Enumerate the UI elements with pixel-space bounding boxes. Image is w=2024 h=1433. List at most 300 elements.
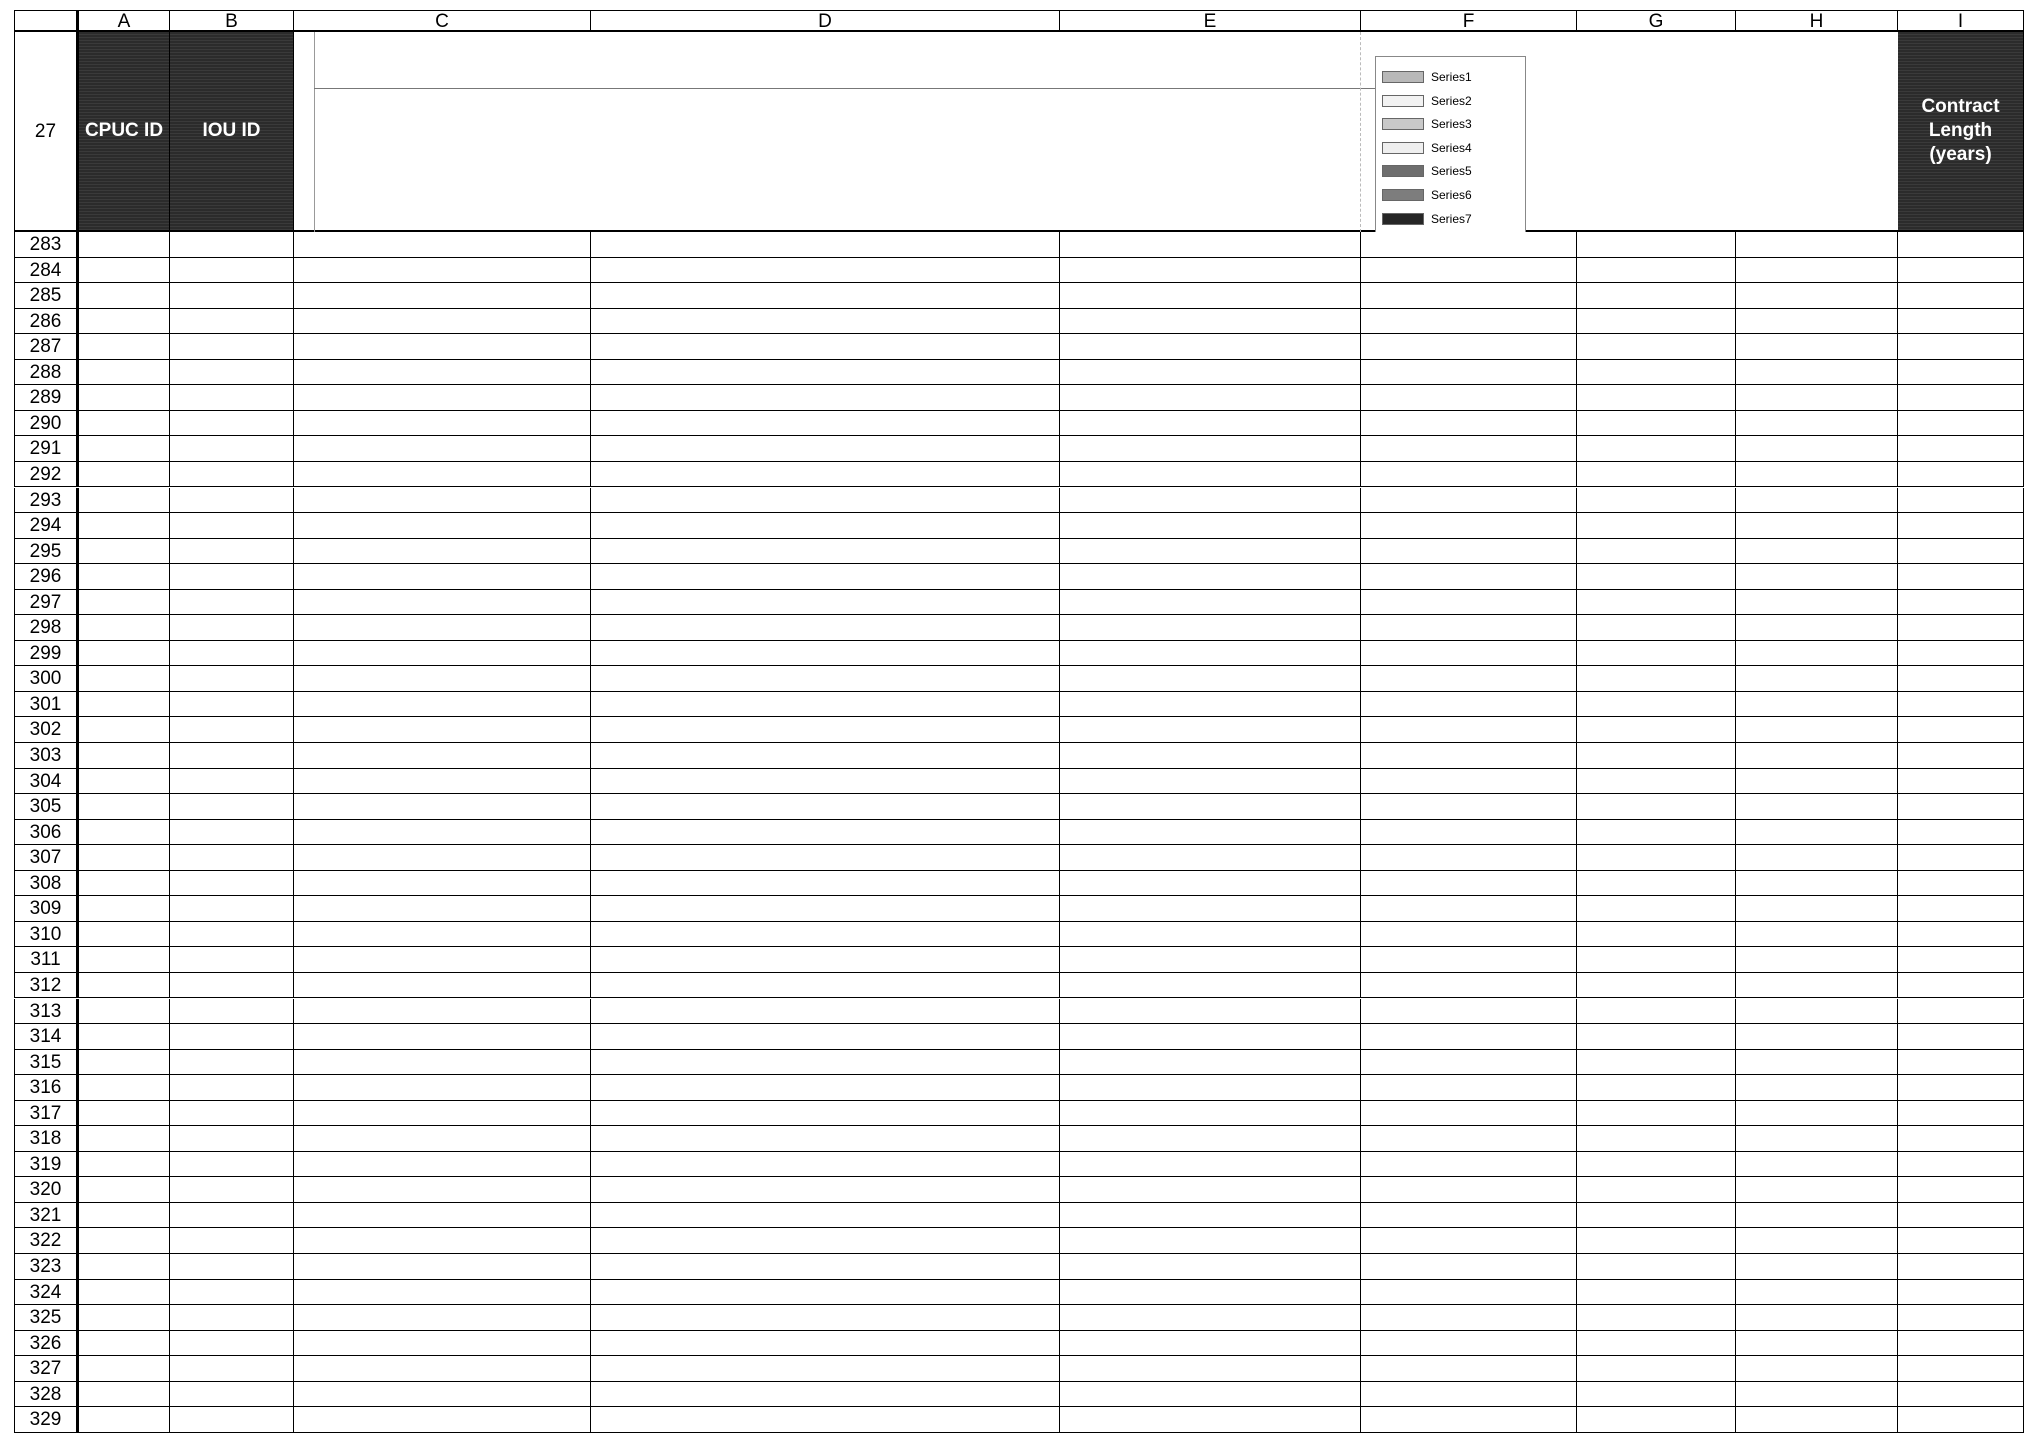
grid-cell[interactable] (591, 462, 1060, 488)
grid-cell[interactable] (1736, 360, 1898, 386)
column-header-c[interactable]: C (294, 10, 591, 32)
grid-cell[interactable] (1577, 1305, 1736, 1331)
grid-cell[interactable] (170, 488, 294, 514)
grid-cell[interactable] (294, 334, 591, 360)
grid-cell[interactable] (1060, 232, 1361, 258)
grid-cell[interactable] (1736, 258, 1898, 284)
grid-cell[interactable] (1736, 1254, 1898, 1280)
column-header-e[interactable]: E (1060, 10, 1361, 32)
grid-cell[interactable] (1736, 717, 1898, 743)
grid-cell[interactable] (591, 666, 1060, 692)
grid-cell[interactable] (1060, 1075, 1361, 1101)
grid-cell[interactable] (1361, 590, 1577, 616)
grid-cell[interactable] (1577, 922, 1736, 948)
row-header-323[interactable]: 323 (14, 1254, 79, 1280)
grid-cell[interactable] (1361, 1382, 1577, 1408)
grid-cell[interactable] (1736, 922, 1898, 948)
grid-cell[interactable] (591, 820, 1060, 846)
grid-cell[interactable] (170, 947, 294, 973)
grid-cell[interactable] (170, 692, 294, 718)
grid-cell[interactable] (1577, 973, 1736, 999)
grid-cell[interactable] (1898, 743, 2024, 769)
grid-cell[interactable] (294, 1407, 591, 1433)
grid-cell[interactable] (1361, 999, 1577, 1025)
grid-cell[interactable] (1898, 1024, 2024, 1050)
row-header-291[interactable]: 291 (14, 436, 79, 462)
grid-cell[interactable] (1577, 743, 1736, 769)
grid-cell[interactable] (591, 896, 1060, 922)
grid-cell[interactable] (1577, 1356, 1736, 1382)
grid-cell[interactable] (1361, 1407, 1577, 1433)
grid-cell[interactable] (1736, 1280, 1898, 1306)
grid-cell[interactable] (1736, 590, 1898, 616)
grid-cell[interactable] (1898, 564, 2024, 590)
grid-cell[interactable] (1577, 1228, 1736, 1254)
grid-cell[interactable] (79, 462, 170, 488)
grid-cell[interactable] (294, 360, 591, 386)
grid-cell[interactable] (591, 641, 1060, 667)
grid-cell[interactable] (170, 1228, 294, 1254)
grid-cell[interactable] (1060, 1126, 1361, 1152)
grid-cell[interactable] (1736, 1331, 1898, 1357)
row-header-288[interactable]: 288 (14, 360, 79, 386)
grid-cell[interactable] (1736, 539, 1898, 565)
iou-id-header[interactable]: IOU ID (170, 32, 294, 232)
grid-cell[interactable] (1736, 1050, 1898, 1076)
grid-cell[interactable] (170, 513, 294, 539)
select-all-corner[interactable] (14, 10, 79, 32)
grid-cell[interactable] (1060, 564, 1361, 590)
grid-cell[interactable] (1361, 283, 1577, 309)
grid-cell[interactable] (294, 794, 591, 820)
grid-cell[interactable] (170, 896, 294, 922)
row-header-325[interactable]: 325 (14, 1305, 79, 1331)
grid-cell[interactable] (1361, 1203, 1577, 1229)
grid-cell[interactable] (1577, 334, 1736, 360)
grid-cell[interactable] (1361, 1254, 1577, 1280)
grid-cell[interactable] (1736, 309, 1898, 335)
grid-cell[interactable] (1898, 1177, 2024, 1203)
grid-cell[interactable] (79, 666, 170, 692)
grid-cell[interactable] (1577, 1407, 1736, 1433)
grid-cell[interactable] (1898, 462, 2024, 488)
grid-cell[interactable] (1060, 1407, 1361, 1433)
grid-cell[interactable] (79, 309, 170, 335)
grid-cell[interactable] (591, 1280, 1060, 1306)
grid-cell[interactable] (1736, 1228, 1898, 1254)
grid-cell[interactable] (79, 845, 170, 871)
grid-cell[interactable] (1361, 794, 1577, 820)
row-header-318[interactable]: 318 (14, 1126, 79, 1152)
grid-cell[interactable] (1898, 896, 2024, 922)
grid-cell[interactable] (170, 1024, 294, 1050)
grid-cell[interactable] (1060, 922, 1361, 948)
grid-cell[interactable] (591, 513, 1060, 539)
grid-cell[interactable] (294, 1331, 591, 1357)
row-header-297[interactable]: 297 (14, 590, 79, 616)
grid-cell[interactable] (170, 1101, 294, 1127)
column-header-g[interactable]: G (1577, 10, 1736, 32)
grid-cell[interactable] (1736, 385, 1898, 411)
grid-cell[interactable] (79, 896, 170, 922)
grid-cell[interactable] (170, 258, 294, 284)
grid-cell[interactable] (79, 232, 170, 258)
grid-cell[interactable] (1898, 488, 2024, 514)
grid-cell[interactable] (79, 1152, 170, 1178)
grid-cell[interactable] (1577, 871, 1736, 897)
row-header-319[interactable]: 319 (14, 1152, 79, 1178)
row-header-327[interactable]: 327 (14, 1356, 79, 1382)
grid-cell[interactable] (294, 309, 591, 335)
grid-cell[interactable] (1060, 283, 1361, 309)
grid-cell[interactable] (79, 999, 170, 1025)
grid-cell[interactable] (1361, 411, 1577, 437)
grid-cell[interactable] (1898, 590, 2024, 616)
grid-cell[interactable] (1898, 513, 2024, 539)
grid-cell[interactable] (79, 922, 170, 948)
grid-cell[interactable] (170, 615, 294, 641)
grid-cell[interactable] (1060, 641, 1361, 667)
grid-cell[interactable] (1736, 743, 1898, 769)
grid-cell[interactable] (294, 590, 591, 616)
grid-cell[interactable] (1736, 488, 1898, 514)
row-header-320[interactable]: 320 (14, 1177, 79, 1203)
grid-cell[interactable] (1361, 692, 1577, 718)
grid-cell[interactable] (1060, 692, 1361, 718)
grid-cell[interactable] (170, 1407, 294, 1433)
grid-cell[interactable] (1577, 232, 1736, 258)
grid-cell[interactable] (591, 1152, 1060, 1178)
grid-cell[interactable] (591, 1177, 1060, 1203)
grid-cell[interactable] (1060, 360, 1361, 386)
grid-cell[interactable] (79, 615, 170, 641)
grid-cell[interactable] (170, 436, 294, 462)
grid-cell[interactable] (170, 1382, 294, 1408)
column-header-f[interactable]: F (1361, 10, 1577, 32)
grid-cell[interactable] (170, 1356, 294, 1382)
grid-cell[interactable] (1577, 845, 1736, 871)
grid-cell[interactable] (1736, 794, 1898, 820)
grid-cell[interactable] (1060, 1305, 1361, 1331)
grid-cell[interactable] (1361, 1331, 1577, 1357)
grid-cell[interactable] (1060, 590, 1361, 616)
grid-cell[interactable] (79, 1305, 170, 1331)
grid-cell[interactable] (591, 258, 1060, 284)
row-header-307[interactable]: 307 (14, 845, 79, 871)
grid-cell[interactable] (1577, 641, 1736, 667)
grid-cell[interactable] (1898, 1101, 2024, 1127)
grid-cell[interactable] (1577, 1126, 1736, 1152)
grid-cell[interactable] (591, 845, 1060, 871)
grid-cell[interactable] (79, 1407, 170, 1433)
grid-cell[interactable] (1736, 1356, 1898, 1382)
grid-cell[interactable] (591, 717, 1060, 743)
grid-cell[interactable] (1736, 1126, 1898, 1152)
grid-cell[interactable] (294, 666, 591, 692)
grid-cell[interactable] (1361, 334, 1577, 360)
grid-cell[interactable] (170, 666, 294, 692)
grid-cell[interactable] (1898, 666, 2024, 692)
grid-cell[interactable] (1577, 999, 1736, 1025)
grid-cell[interactable] (79, 1254, 170, 1280)
grid-cell[interactable] (1361, 641, 1577, 667)
grid-cell[interactable] (1736, 1407, 1898, 1433)
grid-cell[interactable] (294, 1382, 591, 1408)
chart-legend[interactable] (1375, 56, 1526, 232)
grid-cell[interactable] (1577, 513, 1736, 539)
grid-cell[interactable] (1577, 1024, 1736, 1050)
grid-cell[interactable] (1060, 717, 1361, 743)
grid-cell[interactable] (591, 615, 1060, 641)
grid-cell[interactable] (1898, 1228, 2024, 1254)
grid-cell[interactable] (591, 1075, 1060, 1101)
grid-cell[interactable] (294, 999, 591, 1025)
grid-cell[interactable] (170, 360, 294, 386)
column-header-i[interactable]: I (1898, 10, 2024, 32)
row-header-292[interactable]: 292 (14, 462, 79, 488)
grid-cell[interactable] (1361, 820, 1577, 846)
grid-cell[interactable] (1361, 666, 1577, 692)
row-header-314[interactable]: 314 (14, 1024, 79, 1050)
grid-cell[interactable] (1060, 615, 1361, 641)
grid-cell[interactable] (1361, 309, 1577, 335)
grid-cell[interactable] (1736, 513, 1898, 539)
grid-cell[interactable] (79, 385, 170, 411)
grid-cell[interactable] (1736, 411, 1898, 437)
grid-cell[interactable] (1577, 436, 1736, 462)
grid-cell[interactable] (294, 411, 591, 437)
grid-cell[interactable] (294, 871, 591, 897)
row-header-302[interactable]: 302 (14, 717, 79, 743)
grid-cell[interactable] (170, 641, 294, 667)
column-header-b[interactable]: B (170, 10, 294, 32)
grid-cell[interactable] (79, 1101, 170, 1127)
column-header-a[interactable]: A (79, 10, 170, 32)
grid-cell[interactable] (79, 641, 170, 667)
grid-cell[interactable] (1060, 666, 1361, 692)
grid-cell[interactable] (1361, 1305, 1577, 1331)
grid-cell[interactable] (1898, 1152, 2024, 1178)
grid-cell[interactable] (1577, 947, 1736, 973)
grid-cell[interactable] (1577, 1280, 1736, 1306)
row-header-322[interactable]: 322 (14, 1228, 79, 1254)
grid-cell[interactable] (1361, 488, 1577, 514)
grid-cell[interactable] (1361, 232, 1577, 258)
grid-cell[interactable] (1736, 283, 1898, 309)
grid-cell[interactable] (1361, 896, 1577, 922)
grid-cell[interactable] (1060, 794, 1361, 820)
grid-cell[interactable] (1361, 922, 1577, 948)
grid-cell[interactable] (1060, 539, 1361, 565)
grid-cell[interactable] (1577, 564, 1736, 590)
row-header-295[interactable]: 295 (14, 539, 79, 565)
grid-cell[interactable] (1361, 564, 1577, 590)
grid-cell[interactable] (591, 973, 1060, 999)
grid-cell[interactable] (1898, 820, 2024, 846)
grid-cell[interactable] (591, 743, 1060, 769)
grid-cell[interactable] (1361, 1075, 1577, 1101)
grid-cell[interactable] (294, 922, 591, 948)
grid-cell[interactable] (591, 1228, 1060, 1254)
grid-cell[interactable] (1736, 436, 1898, 462)
grid-cell[interactable] (1898, 411, 2024, 437)
grid-cell[interactable] (1577, 820, 1736, 846)
grid-cell[interactable] (1361, 1126, 1577, 1152)
grid-cell[interactable] (294, 1177, 591, 1203)
row-header-311[interactable]: 311 (14, 947, 79, 973)
grid-cell[interactable] (170, 462, 294, 488)
grid-cell[interactable] (79, 1280, 170, 1306)
grid-cell[interactable] (294, 641, 591, 667)
grid-cell[interactable] (79, 564, 170, 590)
grid-cell[interactable] (294, 1280, 591, 1306)
grid-cell[interactable] (591, 488, 1060, 514)
grid-cell[interactable] (591, 947, 1060, 973)
grid-cell[interactable] (1898, 947, 2024, 973)
grid-cell[interactable] (1577, 1152, 1736, 1178)
row-header-284[interactable]: 284 (14, 258, 79, 284)
grid-cell[interactable] (1577, 615, 1736, 641)
grid-cell[interactable] (294, 232, 591, 258)
grid-cell[interactable] (79, 539, 170, 565)
grid-cell[interactable] (170, 999, 294, 1025)
grid-cell[interactable] (591, 590, 1060, 616)
grid-cell[interactable] (591, 999, 1060, 1025)
grid-cell[interactable] (1577, 896, 1736, 922)
grid-cell[interactable] (1736, 334, 1898, 360)
grid-cell[interactable] (79, 717, 170, 743)
grid-cell[interactable] (1060, 1356, 1361, 1382)
grid-cell[interactable] (591, 1407, 1060, 1433)
grid-cell[interactable] (294, 615, 591, 641)
grid-cell[interactable] (1898, 641, 2024, 667)
grid-cell[interactable] (1060, 411, 1361, 437)
grid-cell[interactable] (1577, 1101, 1736, 1127)
grid-cell[interactable] (1898, 232, 2024, 258)
grid-cell[interactable] (1736, 999, 1898, 1025)
grid-cell[interactable] (591, 436, 1060, 462)
grid-cell[interactable] (591, 309, 1060, 335)
grid-cell[interactable] (1060, 488, 1361, 514)
row-header-321[interactable]: 321 (14, 1203, 79, 1229)
grid-cell[interactable] (170, 539, 294, 565)
grid-cell[interactable] (1736, 896, 1898, 922)
grid-cell[interactable] (1736, 1382, 1898, 1408)
grid-cell[interactable] (170, 1203, 294, 1229)
grid-cell[interactable] (591, 360, 1060, 386)
column-header-h[interactable]: H (1736, 10, 1898, 32)
grid-cell[interactable] (1898, 258, 2024, 284)
grid-cell[interactable] (591, 283, 1060, 309)
grid-cell[interactable] (170, 1177, 294, 1203)
grid-cell[interactable] (1736, 462, 1898, 488)
grid-cell[interactable] (1736, 641, 1898, 667)
cpuc-id-header[interactable]: CPUC ID (79, 32, 170, 232)
grid-cell[interactable] (170, 973, 294, 999)
grid-cell[interactable] (1736, 1101, 1898, 1127)
row-header-317[interactable]: 317 (14, 1101, 79, 1127)
grid-cell[interactable] (1736, 1075, 1898, 1101)
row-header-316[interactable]: 316 (14, 1075, 79, 1101)
grid-cell[interactable] (591, 1382, 1060, 1408)
grid-cell[interactable] (1736, 692, 1898, 718)
grid-cell[interactable] (294, 973, 591, 999)
grid-cell[interactable] (79, 769, 170, 795)
grid-cell[interactable] (1361, 717, 1577, 743)
grid-cell[interactable] (79, 590, 170, 616)
grid-cell[interactable] (1898, 283, 2024, 309)
grid-cell[interactable] (170, 334, 294, 360)
grid-cell[interactable] (294, 1305, 591, 1331)
row-header-306[interactable]: 306 (14, 820, 79, 846)
grid-cell[interactable] (170, 1075, 294, 1101)
grid-cell[interactable] (591, 232, 1060, 258)
grid-cell[interactable] (79, 1177, 170, 1203)
grid-cell[interactable] (1361, 436, 1577, 462)
grid-cell[interactable] (170, 1305, 294, 1331)
grid-cell[interactable] (294, 1356, 591, 1382)
row-header-293[interactable]: 293 (14, 488, 79, 514)
grid-cell[interactable] (591, 769, 1060, 795)
grid-cell[interactable] (170, 590, 294, 616)
grid-cell[interactable] (1060, 999, 1361, 1025)
grid-cell[interactable] (79, 1382, 170, 1408)
row-header-328[interactable]: 328 (14, 1382, 79, 1408)
grid-cell[interactable] (1736, 1152, 1898, 1178)
grid-cell[interactable] (79, 411, 170, 437)
grid-cell[interactable] (79, 820, 170, 846)
grid-cell[interactable] (1060, 1382, 1361, 1408)
grid-cell[interactable] (79, 488, 170, 514)
grid-cell[interactable] (1898, 1126, 2024, 1152)
grid-cell[interactable] (1060, 947, 1361, 973)
grid-cell[interactable] (170, 1126, 294, 1152)
grid-cell[interactable] (294, 1075, 591, 1101)
grid-cell[interactable] (79, 1024, 170, 1050)
grid-cell[interactable] (1060, 309, 1361, 335)
grid-cell[interactable] (1736, 1177, 1898, 1203)
grid-cell[interactable] (1898, 436, 2024, 462)
grid-cell[interactable] (170, 794, 294, 820)
grid-cell[interactable] (1577, 488, 1736, 514)
row-header-301[interactable]: 301 (14, 692, 79, 718)
grid-cell[interactable] (79, 1075, 170, 1101)
grid-cell[interactable] (591, 411, 1060, 437)
row-header-326[interactable]: 326 (14, 1331, 79, 1357)
grid-cell[interactable] (1736, 845, 1898, 871)
grid-cell[interactable] (79, 334, 170, 360)
grid-cell[interactable] (1361, 1050, 1577, 1076)
grid-cell[interactable] (1060, 845, 1361, 871)
grid-cell[interactable] (1361, 1101, 1577, 1127)
row-header-310[interactable]: 310 (14, 922, 79, 948)
grid-cell[interactable] (1898, 845, 2024, 871)
grid-cell[interactable] (170, 564, 294, 590)
grid-cell[interactable] (591, 1305, 1060, 1331)
grid-cell[interactable] (1577, 539, 1736, 565)
grid-cell[interactable] (1898, 1254, 2024, 1280)
grid-cell[interactable] (1577, 1331, 1736, 1357)
grid-cell[interactable] (170, 1254, 294, 1280)
grid-cell[interactable] (1577, 1203, 1736, 1229)
grid-cell[interactable] (79, 1203, 170, 1229)
row-header-289[interactable]: 289 (14, 385, 79, 411)
grid-cell[interactable] (1736, 1305, 1898, 1331)
grid-cell[interactable] (1577, 1382, 1736, 1408)
grid-cell[interactable] (1060, 1177, 1361, 1203)
grid-cell[interactable] (1898, 1280, 2024, 1306)
grid-cell[interactable] (79, 743, 170, 769)
